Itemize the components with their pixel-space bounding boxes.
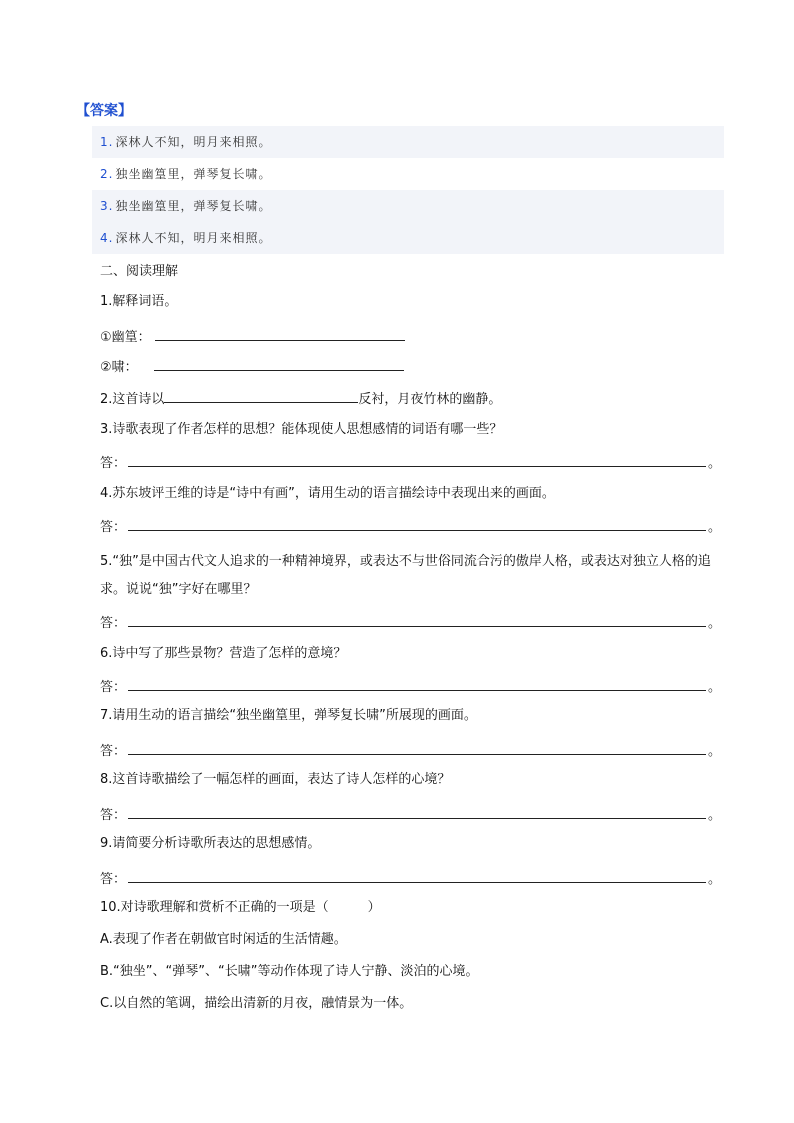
question-6: 6.诗中写了那些景物？营造了怎样的意境？ — [100, 646, 347, 661]
answer-row-4 — [100, 516, 722, 538]
question-4: 4.苏东坡评王维的诗是“诗中有画”，请用生动的语言描绘诗中表现出来的画面。 — [100, 486, 555, 501]
question-1b-row — [100, 356, 404, 378]
end-mark: 。 — [708, 520, 722, 535]
answer-label: 答： — [100, 744, 127, 759]
option-b: B.“独坐”、“弹琴”、“长啸”等动作体现了诗人宁静、淡泊的心境。 — [100, 964, 479, 979]
answer-item-num: 3. — [100, 199, 114, 213]
answer-row-3 — [100, 452, 722, 474]
option-a: A.表现了作者在朝做官时闲适的生活情趣。 — [100, 932, 347, 947]
question-1b-label: ②啸： — [100, 360, 138, 375]
answer-item-num: 2. — [100, 167, 114, 181]
answer-blank[interactable] — [155, 326, 405, 341]
answer-item-2 — [92, 158, 724, 190]
answer-blank[interactable] — [128, 676, 706, 691]
answer-blank[interactable] — [164, 388, 358, 403]
answer-blank[interactable] — [128, 868, 706, 883]
answer-label: 答： — [100, 680, 127, 695]
answer-row-9 — [100, 868, 722, 890]
answer-row-6 — [100, 676, 722, 698]
question-5: 5.“独”是中国古代文人追求的一种精神境界，或表达不与世俗同流合污的傲岸人格，或表达对独立人格的追求。说说“独”字好在哪里？ — [100, 554, 711, 597]
answer-item-text: 深林人不知，明月来相照。 — [115, 135, 272, 149]
question-8: 8.这首诗歌描绘了一幅怎样的画面，表达了诗人怎样的心境？ — [100, 772, 451, 787]
answer-label: 答： — [100, 456, 127, 471]
answer-item-text: 深林人不知，明月来相照。 — [115, 231, 272, 245]
end-mark: 。 — [708, 808, 722, 823]
answer-label: 答： — [100, 808, 127, 823]
answer-item-num: 1. — [100, 135, 114, 149]
answer-label: 答： — [100, 872, 127, 887]
answer-row-7 — [100, 740, 722, 762]
question-7: 7.请用生动的语言描绘“独坐幽篁里，弹琴复长啸”所展现的画面。 — [100, 708, 477, 723]
answer-label: 答： — [100, 616, 127, 631]
question-2-row — [100, 388, 501, 410]
answer-blank[interactable] — [128, 452, 706, 467]
question-2-post: 反衬，月夜竹林的幽静。 — [358, 392, 502, 407]
question-10: 10.对诗歌理解和赏析不正确的一项是（ ） — [100, 900, 381, 915]
answer-blank[interactable] — [128, 804, 706, 819]
end-mark: 。 — [708, 456, 722, 471]
answer-item-4 — [92, 222, 724, 254]
option-c: C.以自然的笔调，描绘出清新的月夜，融情景为一体。 — [100, 996, 413, 1011]
answer-label: 答： — [100, 520, 127, 535]
question-1: 1.解释词语。 — [100, 294, 178, 309]
answer-item-num: 4. — [100, 231, 114, 245]
answer-box — [92, 126, 724, 254]
answer-item-3 — [92, 190, 724, 222]
answer-blank[interactable] — [154, 356, 404, 371]
end-mark: 。 — [708, 680, 722, 695]
end-mark: 。 — [708, 872, 722, 887]
question-9: 9.请简要分析诗歌所表达的思想感情。 — [100, 836, 321, 851]
end-mark: 。 — [708, 744, 722, 759]
answer-title: 【答案】 — [76, 103, 132, 119]
question-2-pre: 2.这首诗以 — [100, 392, 165, 407]
answer-blank[interactable] — [128, 516, 706, 531]
section-heading: 二、阅读理解 — [100, 264, 179, 279]
answer-item-text: 独坐幽篁里，弹琴复长啸。 — [115, 199, 272, 213]
question-1a-label: ①幽篁： — [100, 330, 151, 345]
answer-row-8 — [100, 804, 722, 826]
end-mark: 。 — [708, 616, 722, 631]
answer-item-1 — [92, 126, 724, 158]
question-3: 3.诗歌表现了作者怎样的思想？能体现使人思想感情的词语有哪一些？ — [100, 422, 503, 437]
answer-blank[interactable] — [128, 612, 706, 627]
answer-blank[interactable] — [128, 740, 706, 755]
question-1a-row — [100, 326, 405, 348]
answer-row-5 — [100, 612, 722, 634]
answer-item-text: 独坐幽篁里，弹琴复长啸。 — [115, 167, 272, 181]
